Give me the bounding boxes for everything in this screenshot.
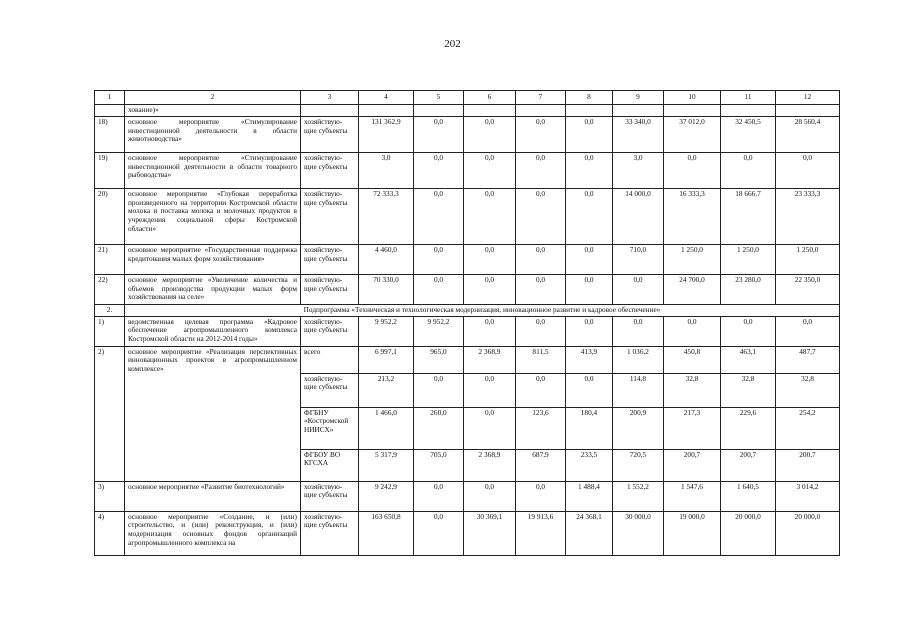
column-header: 7 <box>516 91 566 105</box>
value-cell: 0,0 <box>464 152 516 188</box>
value-cell: 0,0 <box>516 116 566 152</box>
table-row <box>95 274 840 304</box>
value-cell: 413,9 <box>566 346 613 373</box>
value-cell: 1 036,2 <box>613 346 664 373</box>
value-cell: 114,8 <box>613 373 664 407</box>
value-cell: 16 333,3 <box>664 188 721 244</box>
row-number: 22) <box>95 274 125 304</box>
value-cell: 3,0 <box>359 152 414 188</box>
value-cell: 487,7 <box>776 346 840 373</box>
column-header: 1 <box>95 91 125 105</box>
value-cell: 0,0 <box>516 152 566 188</box>
value-cell: 0,0 <box>566 373 613 407</box>
value-cell: 200,7 <box>721 449 776 481</box>
value-cell: 180,4 <box>566 407 613 449</box>
value-cell: 254,2 <box>776 407 840 449</box>
measure-name: основное мероприятие «Развитие биотехнологий» <box>125 481 301 511</box>
executor: хозяйствую-щие субъекты <box>301 511 359 555</box>
value-cell: 0,0 <box>414 511 464 555</box>
subprogram-number: 2. <box>95 304 125 316</box>
value-cell: 30 000,0 <box>613 511 664 555</box>
value-cell: 33 340,0 <box>613 116 664 152</box>
row-number: 18) <box>95 116 125 152</box>
value-cell: 0,0 <box>664 152 721 188</box>
value-cell: 32,8 <box>664 373 721 407</box>
table-row <box>95 481 840 511</box>
value-cell: 229,6 <box>721 407 776 449</box>
value-cell: 0,0 <box>464 188 516 244</box>
value-cell: 705,0 <box>414 449 464 481</box>
value-cell: 260,0 <box>414 407 464 449</box>
column-header: 12 <box>776 91 840 105</box>
column-header: 6 <box>464 91 516 105</box>
table-row <box>95 152 840 188</box>
column-header: 5 <box>414 91 464 105</box>
value-cell: 463,1 <box>721 346 776 373</box>
value-cell: 24 368,1 <box>566 511 613 555</box>
value-cell: 1 552,2 <box>613 481 664 511</box>
row-number: 2) <box>95 346 125 481</box>
row-number: 1) <box>95 316 125 346</box>
measure-name: основное мероприятие «Глубокая переработка произведенного на территории Костромской области молока и поставка молока и молочных продуктов в учреждения социальной сферы Костромской области» <box>125 188 301 244</box>
value-cell: 217,3 <box>664 407 721 449</box>
value-cell: 70 330,0 <box>359 274 414 304</box>
column-header: 11 <box>721 91 776 105</box>
value-cell: 811,5 <box>516 346 566 373</box>
value-cell: 0,0 <box>516 188 566 244</box>
value-cell: 1 250,0 <box>664 244 721 274</box>
value-cell: 1 640,5 <box>721 481 776 511</box>
value-cell: 1 466,0 <box>359 407 414 449</box>
value-cell: 32,8 <box>776 373 840 407</box>
executor: хозяйствую-щие субъекты <box>301 481 359 511</box>
value-cell: 32 450,5 <box>721 116 776 152</box>
value-cell: 0,0 <box>414 373 464 407</box>
value-cell: 20 000,0 <box>776 511 840 555</box>
value-cell: 32,8 <box>721 373 776 407</box>
value-cell: 0,0 <box>776 316 840 346</box>
row-number: 21) <box>95 244 125 274</box>
subprogram-row <box>95 304 840 316</box>
value-cell: 0,0 <box>516 481 566 511</box>
measure-name: основное мероприятие «Создание, и (или) строительство, и (или) реконструкция, и (или) модернизация основных фондов организаций агропромышленного комплекса на <box>125 511 301 555</box>
value-cell: 0,0 <box>721 152 776 188</box>
table-row <box>95 244 840 274</box>
value-cell: 23 280,0 <box>721 274 776 304</box>
row-number: 19) <box>95 152 125 188</box>
subprogram-title: Подпрограмма «Техническая и технологическая модернизация, инновационное развитие и кадровое обеспечение» <box>125 304 840 316</box>
value-cell: 0,0 <box>776 152 840 188</box>
value-cell: 163 650,8 <box>359 511 414 555</box>
value-cell: 28 560,4 <box>776 116 840 152</box>
column-header: 3 <box>301 91 359 105</box>
value-cell: 0,0 <box>613 274 664 304</box>
value-cell: 3,0 <box>613 152 664 188</box>
value-cell: 213,2 <box>359 373 414 407</box>
executor: хозяйствую-щие субъекты <box>301 152 359 188</box>
table-row <box>95 316 840 346</box>
value-cell: 0,0 <box>613 316 664 346</box>
value-cell: 720,5 <box>613 449 664 481</box>
value-cell: 123,6 <box>516 407 566 449</box>
value-cell: 0,0 <box>516 244 566 274</box>
measure-name: основное мероприятие «Реализация перспективных инновационных проектов в агропромышленном комплексе» <box>125 346 301 481</box>
value-cell: 0,0 <box>721 316 776 346</box>
value-cell: 2 368,9 <box>464 449 516 481</box>
column-header-row <box>95 91 840 105</box>
executor: хозяйствую-щие субъекты <box>301 274 359 304</box>
executor: всего <box>301 346 359 373</box>
executor: хозяйствую-щие субъекты <box>301 316 359 346</box>
value-cell: 19 913,6 <box>516 511 566 555</box>
value-cell: 19 000,0 <box>664 511 721 555</box>
value-cell: 3 014,2 <box>776 481 840 511</box>
value-cell: 0,0 <box>464 316 516 346</box>
value-cell: 0,0 <box>414 116 464 152</box>
value-cell: 200,7 <box>664 449 721 481</box>
executor: хозяйствую-щие субъекты <box>301 116 359 152</box>
value-cell: 4 460,0 <box>359 244 414 274</box>
executor: хозяйствую-щие субъекты <box>301 188 359 244</box>
value-cell: 131 362,9 <box>359 116 414 152</box>
budget-table <box>94 90 840 556</box>
measure-name: основное мероприятие «Государственная поддержка кредитования малых форм хозяйствования» <box>125 244 301 274</box>
value-cell: 965,0 <box>414 346 464 373</box>
value-cell: 1 250,0 <box>721 244 776 274</box>
column-header: 8 <box>566 91 613 105</box>
value-cell: 687,9 <box>516 449 566 481</box>
value-cell: 0,0 <box>566 244 613 274</box>
executor: хозяйствую-щие субъекты <box>301 373 359 407</box>
measure-name: основное мероприятие «Увеличение количества и объемов производства продукции малых форм хозяйствования на селе» <box>125 274 301 304</box>
value-cell: 24 700,0 <box>664 274 721 304</box>
value-cell: 1 250,0 <box>776 244 840 274</box>
value-cell: 0,0 <box>566 188 613 244</box>
table-row <box>95 511 840 555</box>
value-cell: 23 333,3 <box>776 188 840 244</box>
table-row <box>95 346 840 373</box>
value-cell: 1 488,4 <box>566 481 613 511</box>
value-cell: 9 242,9 <box>359 481 414 511</box>
row-number: 3) <box>95 481 125 511</box>
value-cell: 450,8 <box>664 346 721 373</box>
value-cell: 6 997,1 <box>359 346 414 373</box>
value-cell: 0,0 <box>464 274 516 304</box>
value-cell: 20 000,0 <box>721 511 776 555</box>
column-header: 10 <box>664 91 721 105</box>
table-row <box>95 104 840 116</box>
value-cell: 200,7 <box>776 449 840 481</box>
value-cell: 0,0 <box>664 316 721 346</box>
value-cell: 9 952,2 <box>359 316 414 346</box>
value-cell: 0,0 <box>464 244 516 274</box>
value-cell: 0,0 <box>414 481 464 511</box>
value-cell: 0,0 <box>516 373 566 407</box>
measure-name: основное мероприятие «Стимулирование инвестиционной деятельности в области товарного рыбоводства» <box>125 152 301 188</box>
value-cell: 0,0 <box>516 274 566 304</box>
table-row <box>95 116 840 152</box>
measure-name: ведомственная целевая программа «Кадровое обеспечение агропромышленного комплекса Костромской области на 2012-2014 годы» <box>125 316 301 346</box>
executor: ФГБОУ ВО КГСХА <box>301 449 359 481</box>
value-cell: 710,0 <box>613 244 664 274</box>
column-header: 4 <box>359 91 414 105</box>
value-cell: 0,0 <box>414 274 464 304</box>
page-number: 202 <box>444 38 461 50</box>
value-cell: 1 547,6 <box>664 481 721 511</box>
executor: хозяйствую-щие субъекты <box>301 244 359 274</box>
column-header: 9 <box>613 91 664 105</box>
value-cell: 22 350,0 <box>776 274 840 304</box>
value-cell: 5 317,9 <box>359 449 414 481</box>
value-cell: 0,0 <box>566 316 613 346</box>
value-cell: 30 369,1 <box>464 511 516 555</box>
row-number: 20) <box>95 188 125 244</box>
value-cell: 0,0 <box>464 116 516 152</box>
table-row <box>95 188 840 244</box>
value-cell: 0,0 <box>414 152 464 188</box>
measure-name: основное мероприятие «Стимулирование инвестиционной деятельности в области животноводства» <box>125 116 301 152</box>
column-header: 2 <box>125 91 301 105</box>
value-cell: 9 952,2 <box>414 316 464 346</box>
value-cell: 0,0 <box>566 116 613 152</box>
value-cell: 0,0 <box>464 373 516 407</box>
value-cell: 0,0 <box>414 244 464 274</box>
value-cell: 0,0 <box>414 188 464 244</box>
row-number: 4) <box>95 511 125 555</box>
value-cell: 14 000,0 <box>613 188 664 244</box>
value-cell: 233,5 <box>566 449 613 481</box>
value-cell: 0,0 <box>566 274 613 304</box>
value-cell: 0,0 <box>566 152 613 188</box>
value-cell: 0,0 <box>464 481 516 511</box>
value-cell: 18 666,7 <box>721 188 776 244</box>
executor: ФГБНУ «Костромской НИИСХ» <box>301 407 359 449</box>
value-cell: 200,9 <box>613 407 664 449</box>
value-cell: 2 368,9 <box>464 346 516 373</box>
value-cell: 0,0 <box>516 316 566 346</box>
value-cell: 37 012,0 <box>664 116 721 152</box>
continuation-text: хование)» <box>125 104 301 116</box>
value-cell: 0,0 <box>464 407 516 449</box>
value-cell: 72 333,3 <box>359 188 414 244</box>
